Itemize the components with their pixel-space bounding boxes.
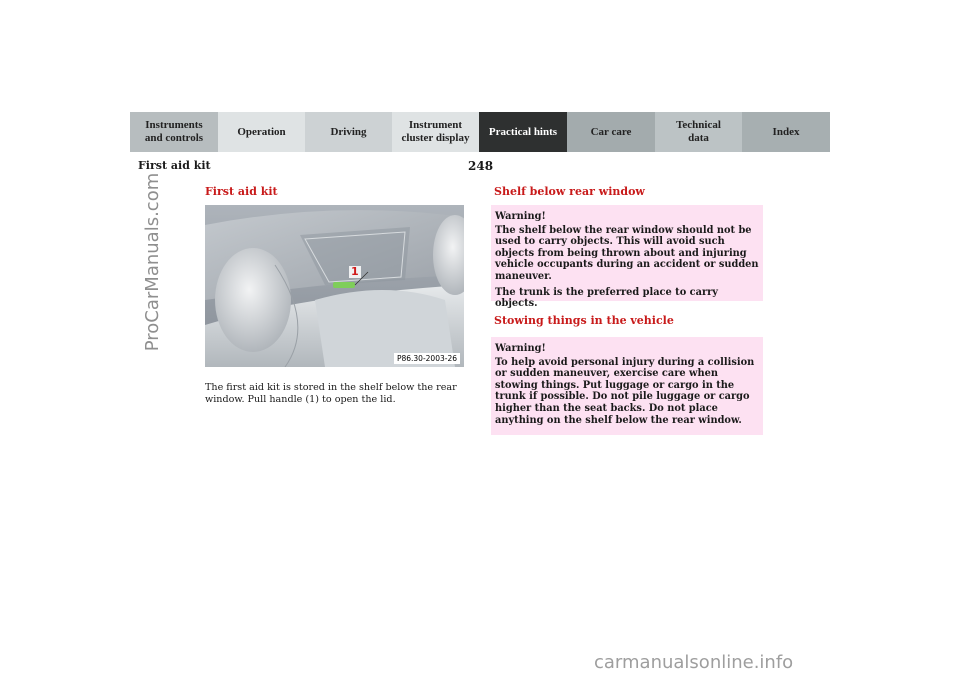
callout-number: 1 [351, 265, 359, 278]
bottom-watermark: carmanualsonline.info [594, 652, 794, 673]
tab-technical-data[interactable] [655, 112, 742, 152]
section-heading-stowing: Stowing things in the vehicle [494, 314, 674, 327]
tab-label: Car care [590, 125, 632, 138]
warning-box-stowing [491, 337, 763, 435]
warning-label: Warning! [495, 343, 546, 354]
first-aid-kit-illustration [205, 205, 464, 367]
tab-index[interactable] [742, 112, 830, 152]
chapter-nav [130, 112, 830, 152]
running-title: First aid kit [138, 159, 211, 172]
tab-instrument-cluster-display[interactable] [392, 112, 479, 152]
first-aid-kit-text: The first aid kit is stored in the shelf below the rear window. Pull handle (1) to open the lid. [205, 382, 457, 405]
warning-box-shelf [491, 205, 763, 310]
tab-label: Technical data [676, 119, 721, 144]
tab-practical-hints[interactable] [479, 112, 567, 152]
figure-code: P86.30-2003-26 [394, 353, 460, 364]
section-heading-first-aid-kit: First aid kit [205, 185, 278, 198]
tab-label: Instrument cluster display [401, 119, 470, 144]
rear-shelf-drawing [205, 205, 464, 367]
tab-label: Practical hints [488, 125, 558, 138]
page-number: 248 [468, 159, 494, 173]
tab-car-care[interactable] [567, 112, 655, 152]
section-heading-shelf: Shelf below rear window [494, 185, 645, 198]
tab-driving[interactable] [305, 112, 392, 152]
warning-text: The trunk is the preferred place to carry objects. [495, 286, 718, 310]
warning-text: The shelf below the rear window should not be used to carry objects. This will avoid such objects from being thrown about and injuring vehicle occupants during an accident or sudden maneuver. [495, 224, 759, 282]
tab-label: Instruments and controls [144, 119, 204, 144]
tab-label: Operation [237, 125, 286, 138]
warning-text: To help avoid personal injury during a collision or sudden maneuver, exercise care when stowing things. Put luggage or cargo in the trunk if possible. Do not pile luggage or cargo higher than the seat backs. Do not place anything on the shelf below the rear window. [495, 356, 755, 426]
tab-label: Index [772, 125, 800, 138]
tab-operation[interactable] [218, 112, 305, 152]
tab-label: Driving [330, 125, 367, 138]
warning-label: Warning! [495, 211, 546, 222]
